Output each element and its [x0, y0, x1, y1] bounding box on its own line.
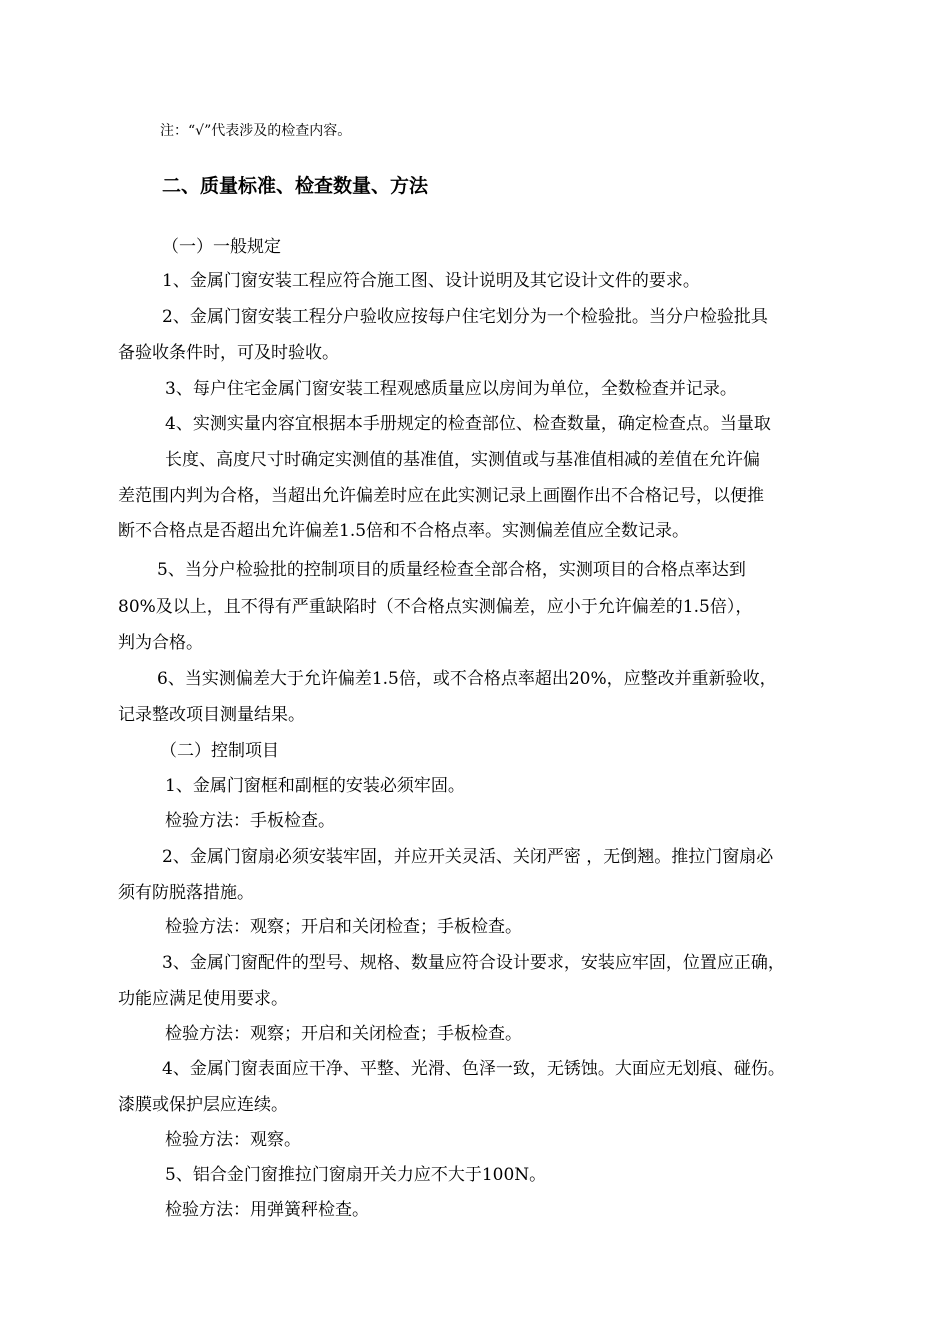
- paragraph-3: 3、每户住宅金属门窗安装工程观感质量应以房间为单位，全数检查并记录。: [165, 379, 737, 399]
- subsection-title-control: （二）控制项目: [160, 741, 279, 761]
- paragraph-4-line-3: 差范围内判为合格，当超出允许偏差时应在此实测记录上画圈作出不合格记号，以便推: [118, 486, 764, 506]
- paragraph-6-line-2: 记录整改项目测量结果。: [118, 705, 305, 725]
- paragraph-2-line-2: 备验收条件时，可及时验收。: [118, 343, 339, 363]
- control-item-2-line-2: 须有防脱落措施。: [118, 883, 254, 903]
- control-item-3-line-1: 3、金属门窗配件的型号、规格、数量应符合设计要求，安装应牢固，位置应正确，: [162, 953, 785, 973]
- control-item-1: 1、金属门窗框和副框的安装必须牢固。: [165, 776, 465, 796]
- subsection-title-general: （一）一般规定: [162, 237, 281, 257]
- control-item-4-line-2: 漆膜或保护层应连续。: [118, 1095, 288, 1115]
- control-item-3-line-2: 功能应满足使用要求。: [118, 989, 288, 1009]
- control-item-5-method: 检验方法：用弹簧秤检查。: [165, 1200, 369, 1220]
- paragraph-6-line-1: 6、当实测偏差大于允许偏差1.5倍，或不合格点率超出20%，应整改并重新验收，: [157, 669, 777, 689]
- control-item-3-method: 检验方法：观察；开启和关闭检查；手板检查。: [165, 1024, 522, 1044]
- paragraph-4-line-1: 4、实测实量内容宜根据本手册规定的检查部位、检查数量，确定检查点。当量取: [165, 414, 771, 434]
- paragraph-4-line-4: 断不合格点是否超出允许偏差1.5倍和不合格点率。实测偏差值应全数记录。: [118, 521, 690, 541]
- control-item-2-line-1: 2、金属门窗扇必须安装牢固，并应开关灵活、关闭严密 ，无倒翘。推拉门窗扇必: [162, 847, 774, 867]
- paragraph-4-line-2: 长度、高度尺寸时确定实测值的基准值，实测值或与基准值相减的差值在允许偏: [165, 450, 760, 470]
- note-text: 注：“√”代表涉及的检查内容。: [160, 123, 352, 139]
- control-item-4-line-1: 4、金属门窗表面应干净、平整、光滑、色泽一致，无锈蚀。大面应无划痕、碰伤。: [162, 1059, 785, 1079]
- control-item-5: 5、铝合金门窗推拉门窗扇开关力应不大于100N。: [165, 1165, 547, 1185]
- control-item-2-method: 检验方法：观察；开启和关闭检查；手板检查。: [165, 917, 522, 937]
- paragraph-2-line-1: 2、金属门窗安装工程分户验收应按每户住宅划分为一个检验批。当分户检验批具: [162, 307, 768, 327]
- control-item-1-method: 检验方法：手板检查。: [165, 811, 335, 831]
- control-item-4-method: 检验方法：观察。: [165, 1130, 301, 1150]
- paragraph-5-line-1: 5、当分户检验批的控制项目的质量经检查全部合格，实测项目的合格点率达到: [157, 560, 746, 580]
- paragraph-1: 1、金属门窗安装工程应符合施工图、设计说明及其它设计文件的要求。: [162, 271, 700, 291]
- section-heading: 二、质量标准、检查数量、方法: [162, 175, 429, 197]
- paragraph-5-line-2: 80%及以上，且不得有严重缺陷时（不合格点实测偏差，应小于允许偏差的1.5倍），: [118, 597, 753, 617]
- paragraph-5-line-3: 判为合格。: [118, 633, 203, 653]
